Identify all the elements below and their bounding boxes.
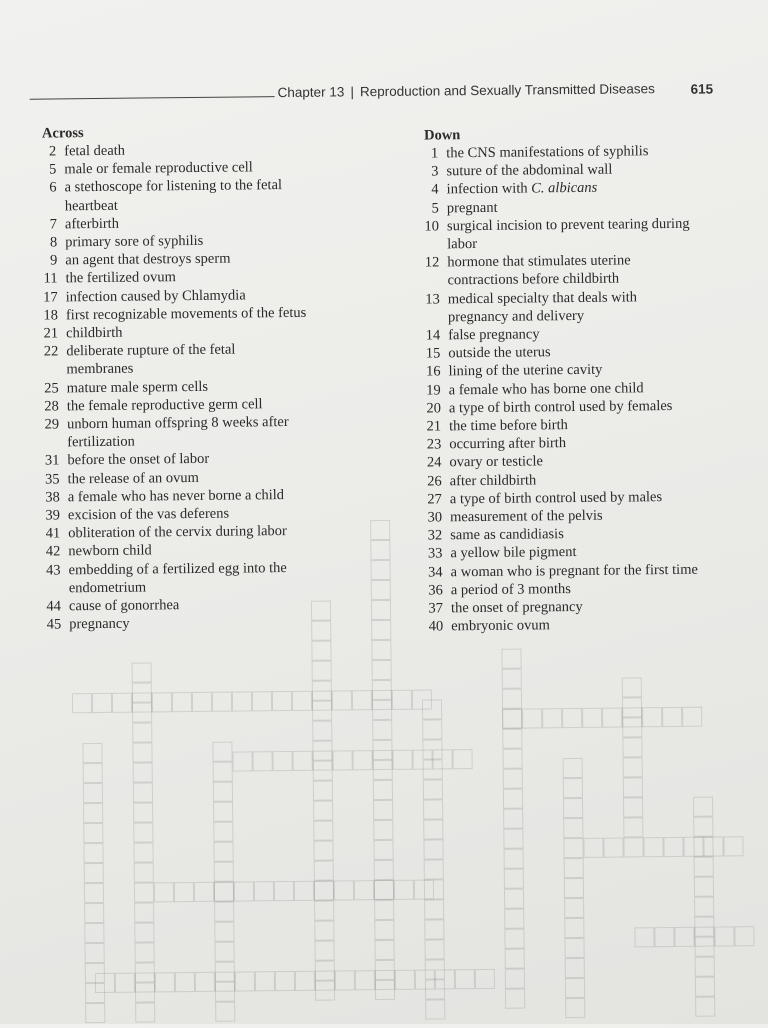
across-clue-6 [30, 176, 350, 216]
clue-number: 9 [50, 252, 58, 269]
clue-text: occurring after birth [449, 435, 567, 453]
down-clue-40 [417, 614, 757, 636]
clue-number: 33 [427, 545, 443, 563]
clue-number: 30 [427, 509, 443, 526]
clue-text: an agent that destroys sperm [65, 250, 231, 269]
clue-text: measurement of the pelvis [449, 507, 603, 526]
clue-text: the female reproductive germ cell [66, 396, 263, 415]
clue-number: 25 [44, 380, 59, 397]
clue-text: hormone that stimulates uterine contractions before childbirth [447, 252, 631, 289]
clue-text: childbirth [66, 324, 123, 342]
clue-number: 35 [45, 471, 60, 488]
clue-number: 28 [44, 398, 59, 415]
clue-number: 22 [43, 343, 59, 360]
clue-text: a period of 3 months [450, 580, 571, 599]
clue-text: suture of the abdominal wall [446, 161, 613, 180]
clue-number: 24 [426, 454, 442, 471]
clue-number: 32 [427, 527, 443, 544]
clue-number: 27 [427, 491, 442, 508]
clue-text: a female who has borne one child [448, 379, 644, 398]
clue-text: obliteration of the cervix during labor [68, 523, 287, 542]
clue-text: medical specialty that deals with pregnancy and delivery [447, 288, 638, 326]
clue-text: pregnant [446, 199, 498, 216]
clue-number: 26 [427, 473, 442, 490]
clue-number: 20 [426, 400, 442, 417]
clue-number: 43 [46, 562, 61, 579]
down-clue-list [412, 141, 757, 636]
header-separator: | [350, 84, 354, 100]
clue-text: excision of the vas deferens [67, 505, 230, 524]
clue-text: infection caused by Chlamydia [65, 287, 246, 305]
clue-number: 12 [424, 254, 440, 271]
chapter-label: Chapter 13 [277, 84, 345, 101]
clue-number: 6 [49, 179, 57, 196]
clue-text: primary sore of syphilis [65, 232, 204, 251]
clue-number: 10 [424, 218, 440, 235]
clue-text: infection with C. albicans [446, 180, 598, 198]
clue-number: 38 [45, 489, 60, 506]
clue-number: 14 [425, 327, 441, 344]
clue-text: surgical incision to prevent tearing during labor [446, 215, 690, 253]
clue-number: 21 [426, 418, 442, 435]
clue-text: ovary or testicle [449, 453, 543, 471]
clue-text: the time before birth [449, 417, 568, 435]
clue-text: first recognizable movements of the fetus [65, 304, 307, 324]
clue-number: 29 [44, 416, 60, 433]
clue-text: fetal death [64, 142, 126, 160]
clue-text: male or female reproductive cell [64, 159, 253, 178]
clue-number: 1 [430, 145, 439, 162]
down-clue-12 [413, 250, 753, 290]
clue-number: 5 [431, 200, 439, 217]
across-clue-list [30, 139, 355, 634]
clue-text: mature male sperm cells [66, 378, 209, 396]
down-clue-13 [414, 287, 754, 327]
clue-number: 37 [428, 600, 444, 617]
across-clue-43 [34, 558, 354, 598]
clue-number: 4 [431, 181, 439, 198]
clue-text: pregnancy [69, 615, 130, 633]
clue-text: a stethoscope for listening to the fetal heartbeat [64, 177, 283, 214]
across-clue-45 [35, 613, 355, 635]
clue-number: 40 [428, 618, 444, 635]
clue-number: 18 [43, 307, 59, 324]
clue-text: newborn child [68, 542, 152, 560]
clue-number: 15 [425, 345, 441, 362]
clue-text: same as candidiasis [450, 526, 564, 544]
clue-number: 44 [46, 598, 62, 615]
clue-text: a female who has never borne a child [67, 486, 285, 506]
across-clue-22 [32, 340, 352, 380]
clue-text: embryonic ovum [451, 617, 550, 635]
clue-text: a yellow bile pigment [450, 544, 577, 562]
header-rule [30, 96, 275, 100]
clue-number: 3 [431, 163, 439, 180]
clue-number: 19 [426, 382, 441, 399]
clue-number: 42 [45, 543, 61, 561]
clue-text: cause of gonorrhea [68, 597, 180, 615]
clue-text: a woman who is pregnant for the first time [450, 561, 698, 580]
down-heading: Down [423, 127, 461, 144]
clue-number: 23 [426, 436, 442, 453]
clue-text: a type of birth control used by males [449, 488, 663, 508]
clue-number: 13 [425, 291, 440, 308]
clue-text: outside the uterus [448, 344, 551, 362]
clue-number: 45 [46, 616, 62, 633]
clue-number: 2 [48, 143, 57, 160]
clue-text: the release of an ovum [67, 469, 199, 487]
clue-number: 41 [45, 525, 61, 542]
running-header [278, 81, 655, 100]
clue-text: before the onset of labor [67, 451, 210, 469]
clue-number: 5 [49, 161, 57, 178]
clue-number: 34 [428, 564, 443, 581]
clue-text: a type of birth control used by females [448, 397, 673, 417]
clue-text: false pregnancy [448, 326, 540, 344]
clue-number: 11 [43, 270, 58, 287]
clue-text: the CNS manifestations of syphilis [446, 143, 649, 162]
clue-number: 17 [43, 289, 58, 306]
clue-text: unborn human offspring 8 weeks after fertilization [66, 414, 289, 451]
clue-number: 36 [428, 582, 443, 599]
across-clue-29 [33, 412, 353, 452]
chapter-title: Reproduction and Sexually Transmitted Diseases [359, 81, 655, 100]
clue-number: 8 [49, 234, 58, 251]
clue-number: 7 [49, 216, 58, 233]
clue-text: the fertilized ovum [65, 269, 176, 287]
clue-text: lining of the uterine cavity [448, 362, 603, 380]
across-heading: Across [41, 125, 84, 142]
clue-number: 31 [44, 452, 60, 470]
clue-number: 16 [425, 363, 441, 380]
clue-text: the onset of pregnancy [450, 599, 583, 617]
clue-text: after childbirth [449, 472, 537, 489]
page-number: 615 [690, 81, 714, 97]
clue-text: embedding of a fertilized egg into the endometrium [68, 559, 287, 597]
clue-number: 21 [43, 325, 59, 342]
clue-number: 39 [45, 507, 61, 524]
clue-text: afterbirth [64, 215, 120, 233]
down-clue-10 [413, 214, 753, 254]
clue-text: deliberate rupture of the fetal membranes [66, 341, 236, 378]
